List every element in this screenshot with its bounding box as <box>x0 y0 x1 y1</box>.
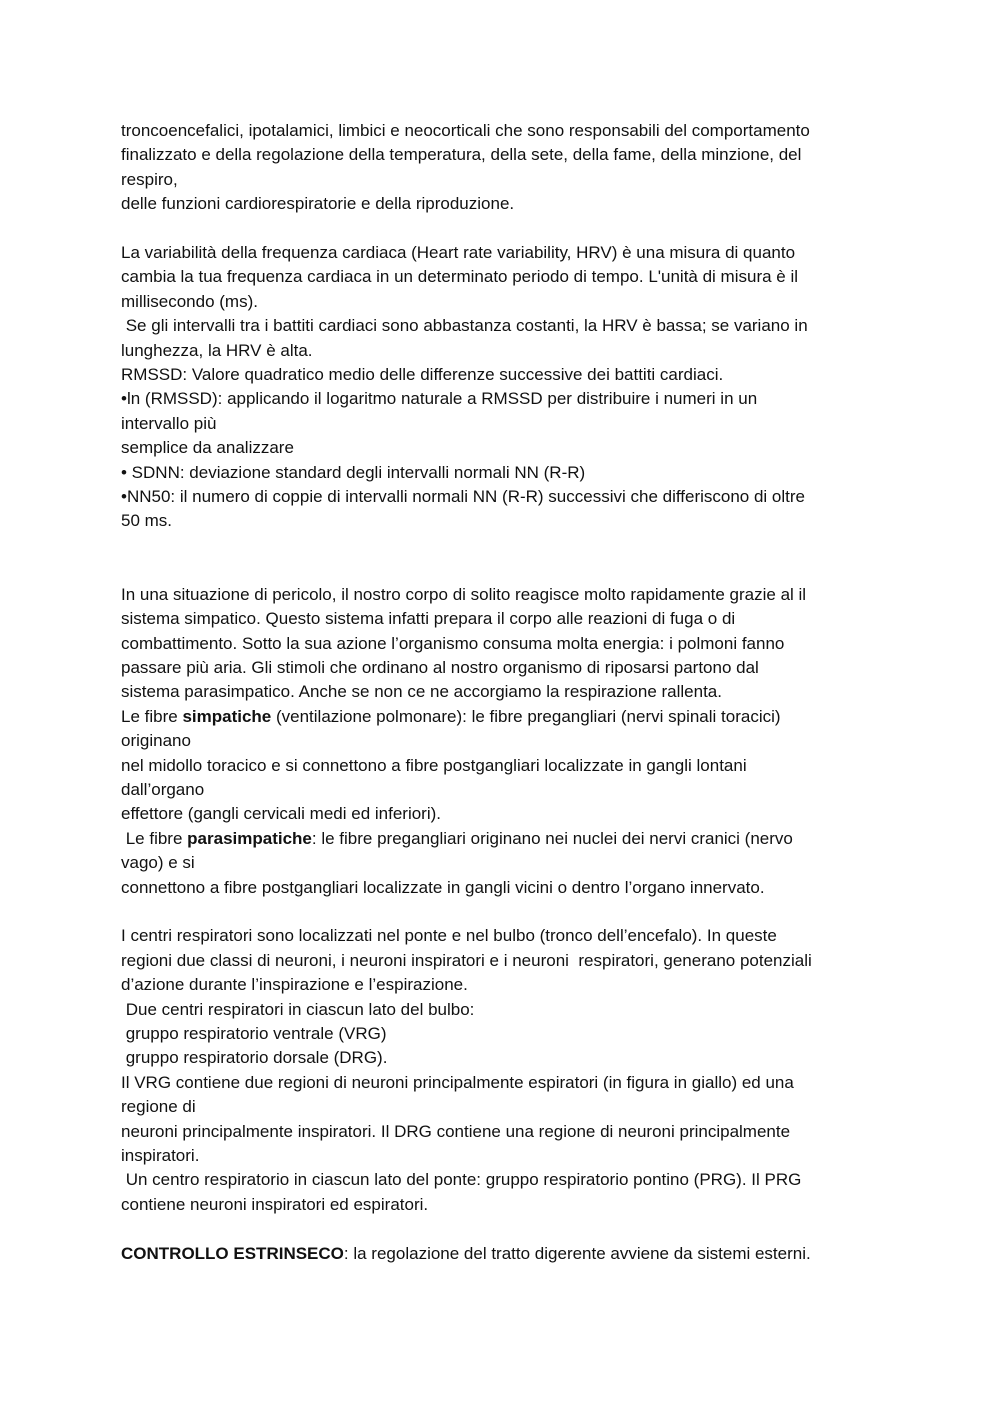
text-line: •ln (RMSSD): applicando il logaritmo naturale a RMSSD per distribuire i numeri in un <box>121 389 758 409</box>
text-line <box>121 705 881 729</box>
text-line: gruppo respiratorio ventrale (VRG) <box>121 1023 387 1043</box>
text-line: millisecondo (ms). <box>121 291 258 311</box>
text-line: vago) e si <box>121 853 195 873</box>
text-line: lunghezza, la HRV è alta. <box>121 340 313 360</box>
text-segment: : la regolazione del tratto digerente avviene da sistemi esterni. <box>343 1243 811 1263</box>
text-line: semplice da analizzare <box>121 438 294 458</box>
text-line: effettore (gangli cervicali medi ed inferiori). <box>121 804 441 824</box>
text-segment: : le fibre pregangliari originano nei nuclei dei nervi cranici (nervo <box>311 828 793 848</box>
text-line: •NN50: il numero di coppie di intervalli normali NN (R-R) successivi che differiscono di oltre <box>121 487 806 507</box>
paragraph-spacer <box>121 217 881 241</box>
text-line: Il VRG contiene due regioni di neuroni principalmente espiratori (in figura in giallo) ed una <box>121 1072 794 1092</box>
text-line: 50 ms. <box>121 511 173 531</box>
text-line: Due centri respiratori in ciascun lato del bulbo: <box>121 999 475 1019</box>
text-line: sistema parasimpatico. Anche se non ce ne accorgiamo la respirazione rallenta. <box>121 682 722 702</box>
paragraph-spacer <box>121 900 881 924</box>
text-line: Se gli intervalli tra i battiti cardiaci sono abbastanza costanti, la HRV è bassa; se variano in <box>121 316 808 336</box>
text-line: RMSSD: Valore quadratico medio delle differenze successive dei battiti cardiaci. <box>121 365 724 385</box>
paragraph-brainstem-functions <box>121 119 881 217</box>
bold-term-parasimpatiche: parasimpatiche <box>187 828 312 848</box>
text-line: passare più aria. Gli stimoli che ordinano al nostro organismo di riposarsi partono dal <box>121 657 759 677</box>
text-line: nel midollo toracico e si connettono a fibre postgangliari localizzate in gangli lontani <box>121 755 747 775</box>
text-line: Un centro respiratorio in ciascun lato del ponte: gruppo respiratorio pontino (PRG). Il PRG <box>121 1170 802 1190</box>
text-line: cambia la tua frequenza cardiaca in un determinato periodo di tempo. L'unità di misura è il <box>121 267 799 287</box>
text-line: dall’organo <box>121 779 205 799</box>
text-line: inspiratori. <box>121 1146 200 1166</box>
text-line: sistema simpatico. Questo sistema infatti prepara il corpo alle reazioni di fuga o di <box>121 609 736 629</box>
text-line: combattimento. Sotto la sua azione l’organismo consuma molta energia: i polmoni fanno <box>121 633 785 653</box>
text-line: I centri respiratori sono localizzati nel ponte e nel bulbo (tronco dell’encefalo). In queste <box>121 926 777 946</box>
text-line: contiene neuroni inspiratori ed espiratori. <box>121 1194 429 1214</box>
text-line: regione di <box>121 1097 196 1117</box>
text-line: connettono a fibre postgangliari localizzate in gangli vicini o dentro l’organo innervato. <box>121 877 765 897</box>
text-line: neuroni principalmente inspiratori. Il DRG contiene una regione di neuroni principalmente <box>121 1121 791 1141</box>
paragraph-spacer <box>121 534 881 583</box>
text-line: • SDNN: deviazione standard degli intervalli normali NN (R-R) <box>121 462 586 482</box>
text-segment: Le fibre <box>121 706 183 726</box>
paragraph-extrinsic-control <box>121 1242 881 1266</box>
bold-term-simpatiche: simpatiche <box>182 706 272 726</box>
document-page <box>121 119 881 1266</box>
text-line: troncoencefalici, ipotalamici, limbici e neocorticali che sono responsabili del comportamento <box>121 121 810 140</box>
text-segment: Le fibre <box>121 828 188 848</box>
paragraph-sympathetic-system <box>121 583 881 900</box>
text-segment: (ventilazione polmonare): le fibre pregangliari (nervi spinali toracici) <box>271 706 781 726</box>
text-line: delle funzioni cardiorespiratorie e della riproduzione. <box>121 194 515 214</box>
paragraph-hrv <box>121 241 881 534</box>
text-line: d’azione durante l’inspirazione e l’espirazione. <box>121 975 468 995</box>
text-line: gruppo respiratorio dorsale (DRG). <box>121 1048 388 1068</box>
text-line <box>121 1242 881 1266</box>
text-line: respiro, <box>121 169 178 189</box>
text-line: In una situazione di pericolo, il nostro corpo di solito reagisce molto rapidamente grazie al il <box>121 584 807 604</box>
paragraph-spacer <box>121 1217 881 1241</box>
heading-controllo-estrinseco: CONTROLLO ESTRINSECO <box>121 1243 344 1263</box>
text-line: originano <box>121 731 191 751</box>
text-line: La variabilità della frequenza cardiaca (Heart rate variability, HRV) è una misura di quanto <box>121 243 796 263</box>
text-line: intervallo più <box>121 413 217 433</box>
text-line: regioni due classi di neuroni, i neuroni inspiratori e i neuroni respiratori, generano potenziali <box>121 950 812 970</box>
text-line: finalizzato e della regolazione della temperatura, della sete, della fame, della minzione, del <box>121 145 802 165</box>
text-line <box>121 827 881 851</box>
paragraph-respiratory-centers <box>121 924 881 1217</box>
